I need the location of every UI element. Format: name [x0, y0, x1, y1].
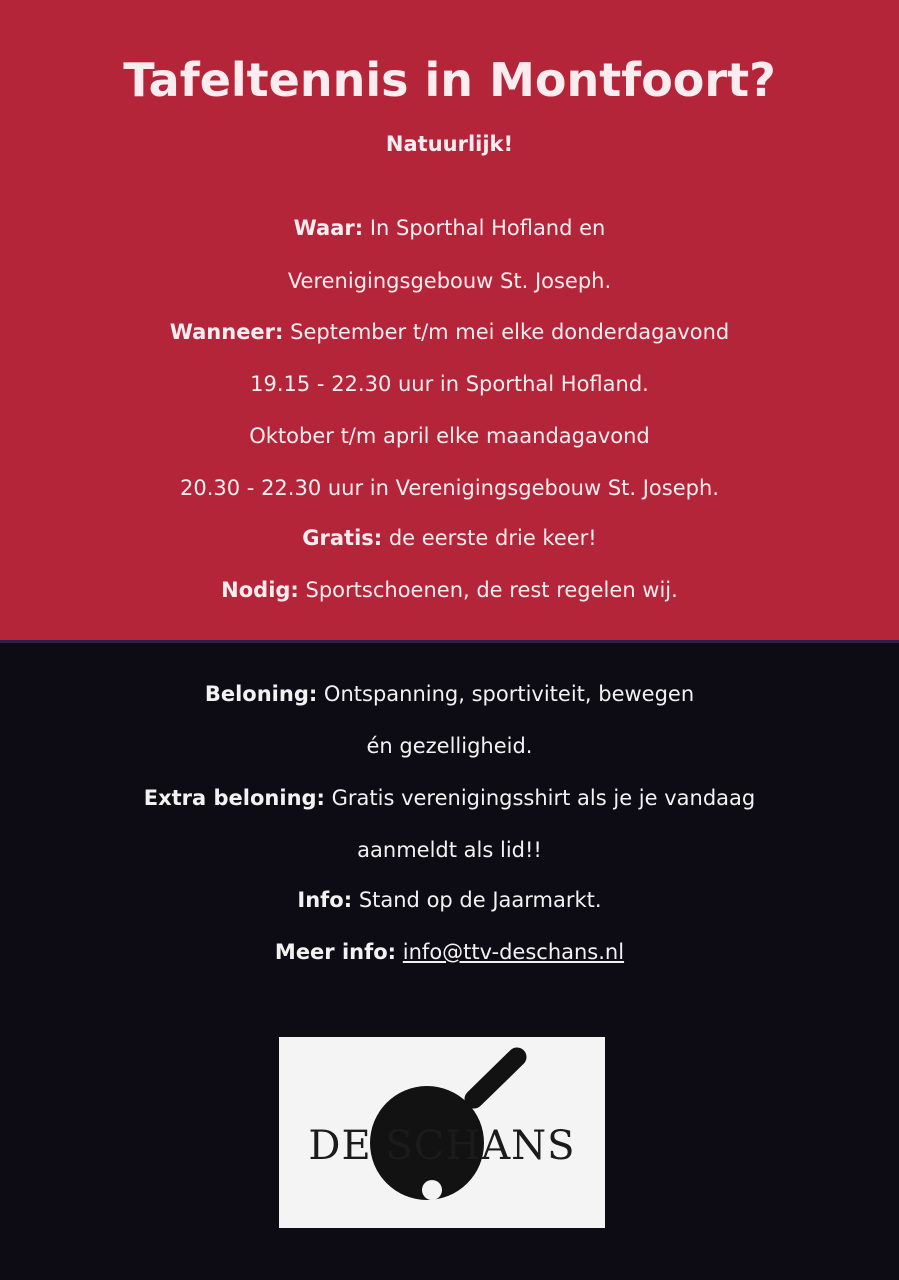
info-line — [0, 886, 899, 914]
nodig-text: Sportschoenen, de rest regelen wij. — [298, 578, 678, 602]
beloning-line-1 — [0, 680, 899, 708]
waar-text: In Sporthal Hofland en — [363, 216, 606, 240]
beloning-line-2: én gezelligheid. — [366, 734, 533, 758]
email-link[interactable]: info@ttv-deschans.nl — [402, 940, 625, 964]
wanneer-line-4: 20.30 - 22.30 uur in Verenigingsgebouw St. Joseph. — [180, 476, 719, 500]
de-schans-logo — [279, 1037, 605, 1228]
nodig-label: Nodig: — [221, 578, 299, 602]
waar-line-2: Verenigingsgebouw St. Joseph. — [287, 269, 612, 293]
page-subtitle: Natuurlijk! — [385, 132, 514, 156]
info-text: Stand op de Jaarmarkt. — [352, 888, 602, 912]
extra-beloning-label: Extra beloning: — [143, 786, 325, 810]
wanneer-line-1 — [0, 318, 899, 346]
beloning-text: Ontspanning, sportiviteit, bewegen — [317, 682, 695, 706]
extra-beloning-line-2: aanmeldt als lid!! — [357, 838, 542, 862]
wanneer-text: September t/m mei elke donderdagavond — [283, 320, 730, 344]
logo-text: DE SCHANS — [308, 1123, 576, 1169]
nodig-line — [0, 576, 899, 604]
meer-info-label: Meer info: — [274, 940, 397, 964]
gratis-text: de eerste drie keer! — [382, 526, 597, 550]
extra-beloning-text: Gratis verenigingsshirt als je je vandaag — [324, 786, 756, 810]
info-label: Info: — [297, 888, 353, 912]
waar-label: Waar: — [293, 216, 364, 240]
gratis-line — [0, 524, 899, 552]
beloning-label: Beloning: — [204, 682, 318, 706]
wanneer-line-2: 19.15 - 22.30 uur in Sporthal Hofland. — [250, 372, 649, 396]
waar-line-1 — [0, 214, 899, 242]
page-title: Tafeltennis in Montfoort? — [123, 53, 776, 107]
meer-info-line — [0, 938, 899, 966]
gratis-label: Gratis: — [302, 526, 383, 550]
wanneer-label: Wanneer: — [169, 320, 284, 344]
wanneer-line-3: Oktober t/m april elke maandagavond — [249, 424, 650, 448]
extra-beloning-line-1 — [0, 784, 899, 812]
